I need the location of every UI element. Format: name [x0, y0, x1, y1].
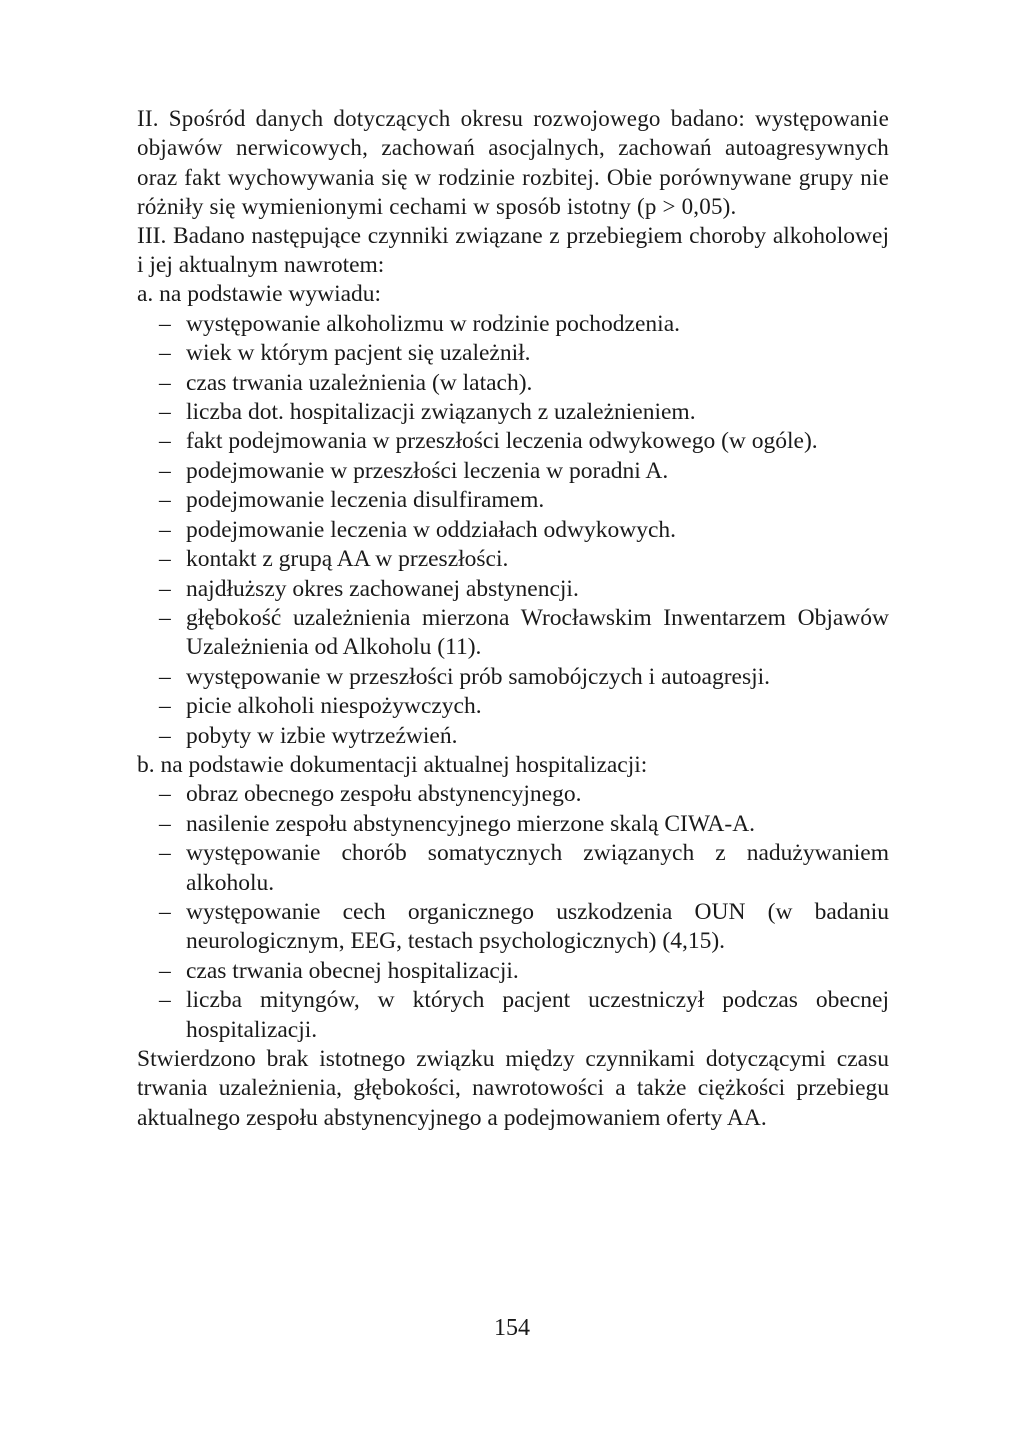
list-item: – występowanie cech organicznego uszkodzenia OUN (w badaniu neurologicznym, EEG, testach psychologicznych) (4,15).: [159, 898, 889, 955]
dash-mark: –: [159, 604, 171, 631]
dash-mark: –: [159, 722, 171, 749]
list-item: – najdłuższy okres zachowanej abstynencji.: [137, 575, 889, 604]
list-item: – fakt podejmowania w przeszłości leczenia odwykowego (w ogóle).: [137, 427, 889, 456]
list-item: – kontakt z grupą AA w przeszłości.: [137, 545, 889, 574]
list-item: – występowanie chorób somatycznych związanych z nadużywaniem alkoholu.: [159, 840, 889, 896]
list-item: – podejmowanie leczenia disulfiramem.: [137, 486, 889, 515]
list-item: – pobyty w izbie wytrzeźwień.: [137, 722, 889, 751]
dash-mark: –: [159, 340, 171, 367]
list-item: – występowanie alkoholizmu w rodzinie pochodzenia.: [137, 310, 889, 339]
list-item: – liczba dot. hospitalizacji związanych z uzależnieniem.: [137, 398, 889, 427]
list-item: – obraz obecnego zespołu abstynencyjnego.: [137, 780, 889, 809]
dash-mark: –: [159, 457, 171, 484]
section-3-intro: III. Badano następujące czynniki związane z przebiegiem choroby alkoholowej i jej aktualnym nawrotem:: [137, 222, 889, 279]
dash-mark: –: [159, 987, 171, 1014]
list-item: – picie alkoholi niespożywczych.: [137, 692, 889, 721]
dash-mark: –: [159, 546, 171, 573]
list-item: – głębokość uzależnienia mierzona Wrocławskim Inwentarzem Objawów Uzależnienia od Alkoholu (11).: [159, 604, 889, 661]
list-item: – wiek w którym pacjent się uzależnił.: [137, 339, 889, 368]
dash-mark: –: [159, 487, 171, 514]
dash-mark: –: [159, 399, 171, 426]
dash-mark: –: [159, 781, 171, 808]
list-item: – podejmowanie w przeszłości leczenia w poradni A.: [137, 457, 889, 486]
group-a-heading: a. na podstawie wywiadu:: [137, 281, 382, 308]
dash-mark: –: [159, 810, 171, 837]
dash-mark: –: [159, 310, 171, 337]
dash-mark: –: [159, 369, 171, 396]
section-2-paragraph: II. Spośród danych dotyczących okresu rozwojowego badano: występowanie objawów nerwicowych, zachowań asocjalnych, zachowań autoagresywnych oraz fakt wychowywania się w rodzinie rozbitej. Obie porównywane grupy nie różniły się wymienionymi cechami w sposób istotny (p > 0,05).: [137, 106, 889, 220]
dash-mark: –: [159, 663, 171, 690]
list-item: – czas trwania obecnej hospitalizacji.: [137, 957, 889, 986]
dash-mark: –: [159, 428, 171, 455]
dash-mark: –: [159, 957, 171, 984]
group-a-list: [137, 310, 889, 751]
group-b-heading: b. na podstawie dokumentacji aktualnej hospitalizacji:: [137, 751, 648, 778]
dash-mark: –: [159, 898, 171, 925]
dash-mark: –: [159, 516, 171, 543]
list-item: – podejmowanie leczenia w oddziałach odwykowych.: [137, 516, 889, 545]
page-body: [137, 104, 889, 1133]
list-item: – nasilenie zespołu abstynencyjnego mierzone skalą CIWA-A.: [137, 810, 889, 839]
group-b-list: [137, 780, 889, 1045]
list-item: – występowanie w przeszłości prób samobójczych i autoagresji.: [137, 663, 889, 692]
page-number: 154: [494, 1315, 530, 1341]
list-item: – czas trwania uzależnienia (w latach).: [137, 369, 889, 398]
conclusion-paragraph: Stwierdzono brak istotnego związku między czynnikami dotyczącymi czasu trwania uzależnienia, głębokości, nawrotowości a także ciężkości przebiegu aktualnego zespołu abstynencyjnego a podejmowaniem oferty AA.: [137, 1046, 889, 1131]
list-item: – liczba mityngów, w których pacjent uczestniczył podczas obecnej hospitalizacji.: [159, 987, 889, 1043]
dash-mark: –: [159, 693, 171, 720]
dash-mark: –: [159, 575, 171, 602]
dash-mark: –: [159, 840, 171, 867]
